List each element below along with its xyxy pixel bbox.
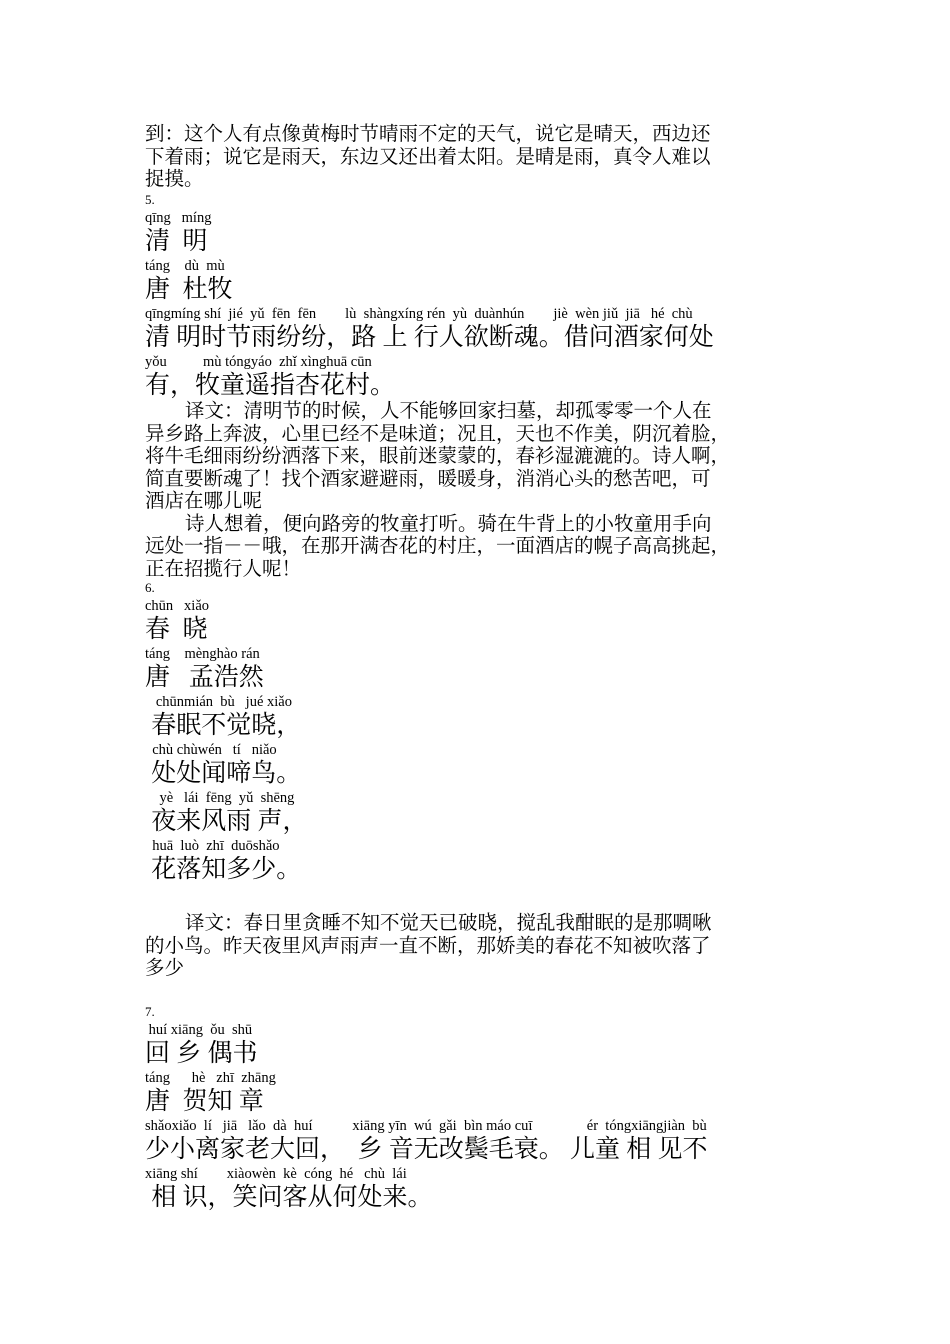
text-line: 捉摸。 [145,169,204,190]
poem6-line2-pinyin: chù chùwén tí niǎo [145,742,277,758]
poem7-number: 7. [145,1004,155,1019]
poem6-author-pinyin: táng mènghào rán [145,646,260,662]
text-line: 下着雨；说它是雨天，东边又还出着太阳。是晴是雨，真令人难以 [145,146,711,168]
poem6-title: 春 晓 [145,616,208,643]
text-line: 到：这个人有点像黄梅时节晴雨不定的天气，说它是晴天，西边还 [145,124,711,145]
poem5-line1-pinyin: qīngmíng shí jié yǔ fēn fēn lù shàngxíng rén yù duànhún jiè wèn jiǔ jiā hé chù [145,306,693,322]
text-line: 的小鸟。昨天夜里风声雨声一直不断，那娇美的春花不知被吹落了 [145,935,711,957]
poem7-author: 唐 贺知 章 [145,1088,264,1115]
text-line: 远处一指－－哦，在那开满杏花的村庄，一面酒店的幌子高高挑起， [145,536,731,557]
poem7-line1: 少小离家老大回， 乡 音无改鬓毛衰。 儿童 相 见不 [145,1136,708,1163]
poem7-line2-pinyin: xiāng shí xiàowèn kè cóng hé chù lái [145,1166,407,1182]
poem7-title-pinyin: huí xiāng ǒu shū [145,1022,253,1038]
intro-translation [145,124,711,192]
poem7-author-pinyin: táng hè zhī zhāng [145,1070,276,1086]
text-line: 异乡路上奔波，心里已经不是味道；况且，天也不作美，阴沉着脸， [145,423,731,445]
poem6-line1: 春眠不觉晓， [145,712,302,739]
poem5-number: 5. [145,192,155,207]
text-line: 诗人想着，便向路旁的牧童打听。骑在牛背上的小牧童用手向 [185,513,712,535]
poem6-line4-pinyin: huā luò zhī duōshǎo [145,838,280,854]
poem6-line2: 处处闻啼鸟。 [145,760,302,787]
poem6-title-pinyin: chūn xiǎo [145,598,210,614]
poem7-title: 回 乡 偶书 [145,1040,258,1067]
poem5-translation-p1 [145,401,730,581]
poem5-line2: 有，牧童遥指杏花村。 [145,372,396,399]
poem6-line1-pinyin: chūnmián bù jué xiǎo [145,694,292,710]
poem6-author: 唐 孟浩然 [145,664,264,691]
poem5-line2-pinyin: yǒu mù tóngyáo zhǐ xìnghuā cūn [145,354,372,370]
poem5-author: 唐 杜牧 [145,276,233,303]
poem5-title: 清 明 [145,228,208,255]
text-line: 酒店在哪儿呢 [145,491,263,512]
text-line: 将牛毛细雨纷纷洒落下来，眼前迷蒙蒙的，春衫湿漉漉的。诗人啊， [145,446,731,467]
poem6-number: 6. [145,580,155,595]
poem6-line4: 花落知多少。 [145,856,302,883]
poem5-author-pinyin: táng dù mù [145,258,225,274]
text-line: 译文：清明节的时候，人不能够回家扫墓，却孤零零一个人在 [185,401,712,422]
poem7-line2: 相 识，笑问客从何处来。 [145,1184,433,1211]
text-line: 多少 [145,958,185,979]
text-line: 译文：春日里贪睡不知不觉天已破晓，搅乱我酣眠的是那啁啾 [185,913,712,934]
poem6-line3: 夜来风雨 声， [145,808,308,835]
text-line: 正在招揽行人呢！ [145,558,302,580]
text-line: 简直要断魂了！找个酒家避避雨，暖暖身，消消心头的愁苦吧，可 [145,468,711,490]
poem5-line1: 清 明时节雨纷纷，路 上 行人欲断魂。借问酒家何处 [145,324,714,351]
poem5-title-pinyin: qīng míng [145,210,212,226]
poem6-translation [145,913,712,981]
poem7-line1-pinyin: shǎoxiǎo lí jiā lǎo dà huí xiāng yīn wú gǎi bìn máo cuī ér tóngxiāngjiàn bù [145,1118,707,1134]
document-page [145,0,825,1344]
poem6-line3-pinyin: yè lái fēng yǔ shēng [145,790,295,806]
